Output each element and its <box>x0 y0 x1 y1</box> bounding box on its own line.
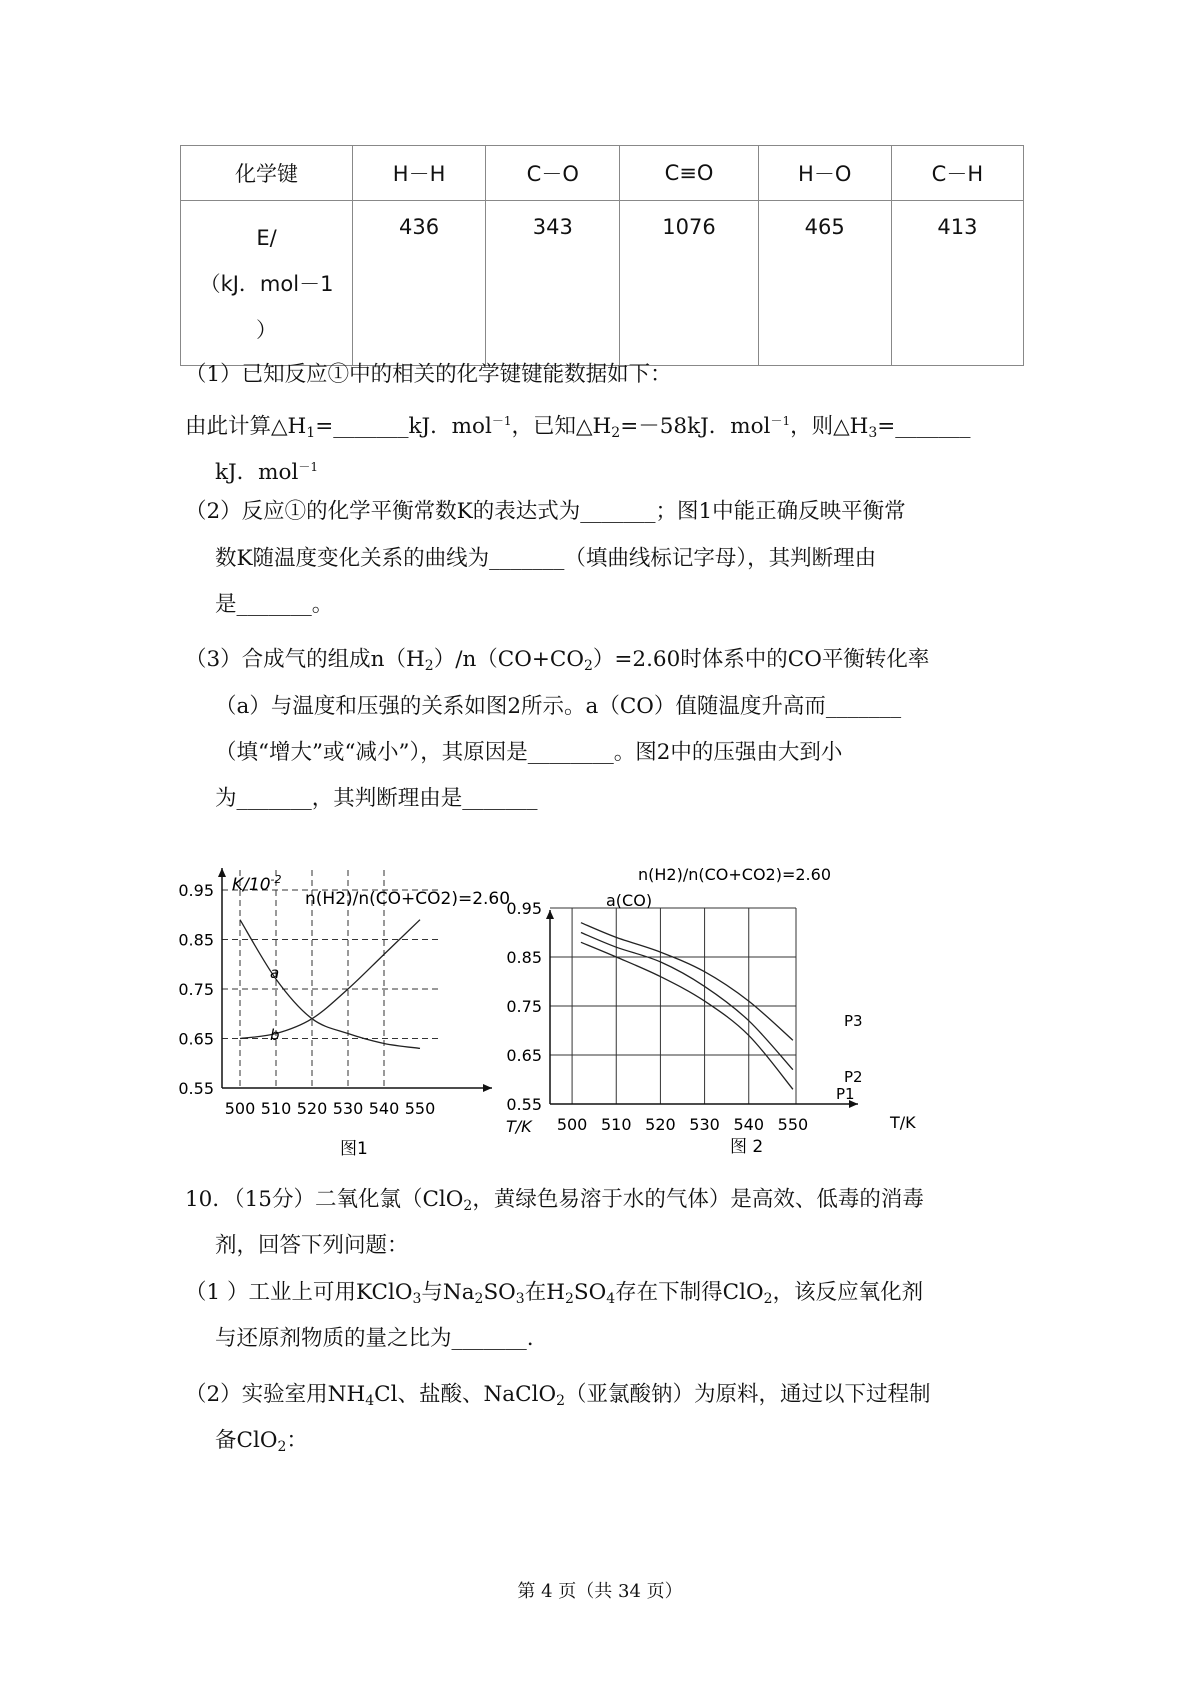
q10-line2: 剂，回答下列问题： <box>215 1233 409 1258</box>
x-tick-label: 540 <box>733 1115 765 1134</box>
q10-line5: （2）实验室用$NH_4Cl$、盐酸、NaClO$_2$（亚氯酸钠）为原料，通过以下过程制 <box>185 1382 931 1409</box>
series-line-P3 <box>581 923 793 1041</box>
fig2-xlabel: T/K <box>890 1113 916 1132</box>
table-cell: 436 <box>353 201 486 366</box>
q3-line4: 为_______，其判断理由是_______ <box>215 786 538 811</box>
table-cell: 343 <box>486 201 620 366</box>
table-cell: 413 <box>891 201 1023 366</box>
q1-line1: （1）已知反应①中的相关的化学键键能数据如下： <box>185 362 672 387</box>
y-tick-label: 0.85 <box>178 930 214 950</box>
y-tick-label: 0.55 <box>178 1079 214 1098</box>
fig1-curve-a-label: a <box>270 964 280 982</box>
fig1-xlabel: T/K <box>506 1117 532 1136</box>
q10-line6: 备ClO$_2$： <box>215 1428 308 1455</box>
table-header-row <box>181 146 1024 201</box>
fig1-ylabel: $K/10^{-2}$ <box>232 873 282 895</box>
y-tick-label: 0.75 <box>506 997 542 1016</box>
x-tick-label: 510 <box>600 1115 632 1134</box>
table-header-cell: C≡O <box>620 146 758 201</box>
row-label-line: E/ <box>256 226 277 250</box>
x-tick-label: 530 <box>332 1099 364 1118</box>
q2-line3: 是_______。 <box>215 592 334 617</box>
row-label-cell <box>181 201 353 366</box>
fig2-caption: 图 2 <box>730 1137 764 1157</box>
fig1-curve-b-label: b <box>270 1026 280 1044</box>
table-header-cell: H－O <box>758 146 891 201</box>
fig2-note: n(H2)/n(CO+CO2)=2.60 <box>638 865 831 884</box>
q2-line2: 数K随温度变化关系的曲线为_______（填曲线标记字母），其判断理由 <box>215 546 877 571</box>
fig1-note: n(H2)/n(CO+CO2)=2.60 <box>305 889 511 909</box>
q1-line3: kJ．mol$^{-1}$ <box>215 460 318 485</box>
x-tick-label: 500 <box>556 1115 588 1134</box>
y-tick-label: 0.55 <box>506 1095 542 1114</box>
x-tick-label: 540 <box>368 1099 400 1118</box>
q2-line1: （2）反应①的化学平衡常数K的表达式为_______；图1中能正确反映平衡常 <box>185 499 906 524</box>
table-cell: 465 <box>758 201 891 366</box>
fig2-p3-label: P3 <box>844 1012 863 1030</box>
q1-line2: 由此计算$\triangle H_1=\_\_\_\_\_\_\_kJ$．mol$^{-1}$，已知$\triangle H_2=-58kJ$．mol$^{-1}$，则$\triangle H_3=\_\_\_\_\_\_\_$ <box>185 414 971 441</box>
q3-line2: （a）与温度和压强的关系如图2所示。a（CO）值随温度升高而_______ <box>215 694 902 719</box>
fig1-labels <box>178 881 435 1118</box>
q10-line4: 与还原剂物质的量之比为_______. <box>215 1326 534 1351</box>
row-label-line: ） <box>256 318 277 342</box>
table-row <box>181 201 1024 366</box>
fig2-p1-label: P1 <box>836 1085 855 1103</box>
y-tick-label: 0.75 <box>178 980 214 999</box>
y-axis-arrow <box>218 868 226 877</box>
q10-line3: （1 ）工业上可用KClO$_3$与$Na_2SO_3$在$H_2SO_4$存在下制得ClO$_2$，该反应氧化剂 <box>185 1280 924 1307</box>
page-footer: 第 4 页（共 34 页） <box>517 1581 683 1602</box>
series-line-b <box>240 920 420 1039</box>
table-cell: 1076 <box>620 201 758 366</box>
x-tick-label: 550 <box>404 1099 436 1118</box>
table-header-cell: C－O <box>486 146 620 201</box>
fig2-p2-label: P2 <box>844 1068 863 1086</box>
fig2-labels <box>506 899 808 1134</box>
table-header-cell: 化学键 <box>181 146 353 201</box>
x-tick-label: 550 <box>777 1115 809 1134</box>
series-line-P1 <box>581 942 793 1089</box>
x-tick-label: 520 <box>645 1115 676 1134</box>
y-tick-label: 0.95 <box>506 899 542 918</box>
q3-line3: （填“增大”或“减小”），其原因是________。图2中的压强由大到小 <box>215 740 843 765</box>
y-tick-label: 0.65 <box>178 1029 214 1049</box>
row-label-line: （kJ．mol－1 <box>199 272 334 296</box>
table-header-cell: H－H <box>353 146 486 201</box>
fig2-ylabel: a(CO) <box>606 891 653 910</box>
y-tick-label: 0.95 <box>178 881 214 900</box>
q3-line1: （3）合成气的组成$n(H_2)/n(CO+CO_2)=2.60$时体系中的CO平衡转化率 <box>185 647 930 674</box>
bond-energy-table <box>180 145 1024 366</box>
figure-2-chart <box>506 858 950 1160</box>
fig1-caption: 图1 <box>340 1139 368 1159</box>
y-tick-label: 0.65 <box>506 1046 542 1065</box>
x-axis-arrow <box>483 1084 492 1092</box>
x-tick-label: 510 <box>260 1099 292 1118</box>
y-tick-label: 0.85 <box>506 948 542 967</box>
q10-line1: 10．（15分）二氧化氯（ClO$_2$，黄绿色易溶于水的气体）是高效、低毒的消毒 <box>185 1187 924 1214</box>
table-header-cell: C－H <box>891 146 1023 201</box>
x-tick-label: 500 <box>224 1099 256 1118</box>
figure-1-chart <box>180 860 550 1160</box>
x-tick-label: 520 <box>296 1099 328 1118</box>
x-tick-label: 530 <box>689 1115 720 1134</box>
